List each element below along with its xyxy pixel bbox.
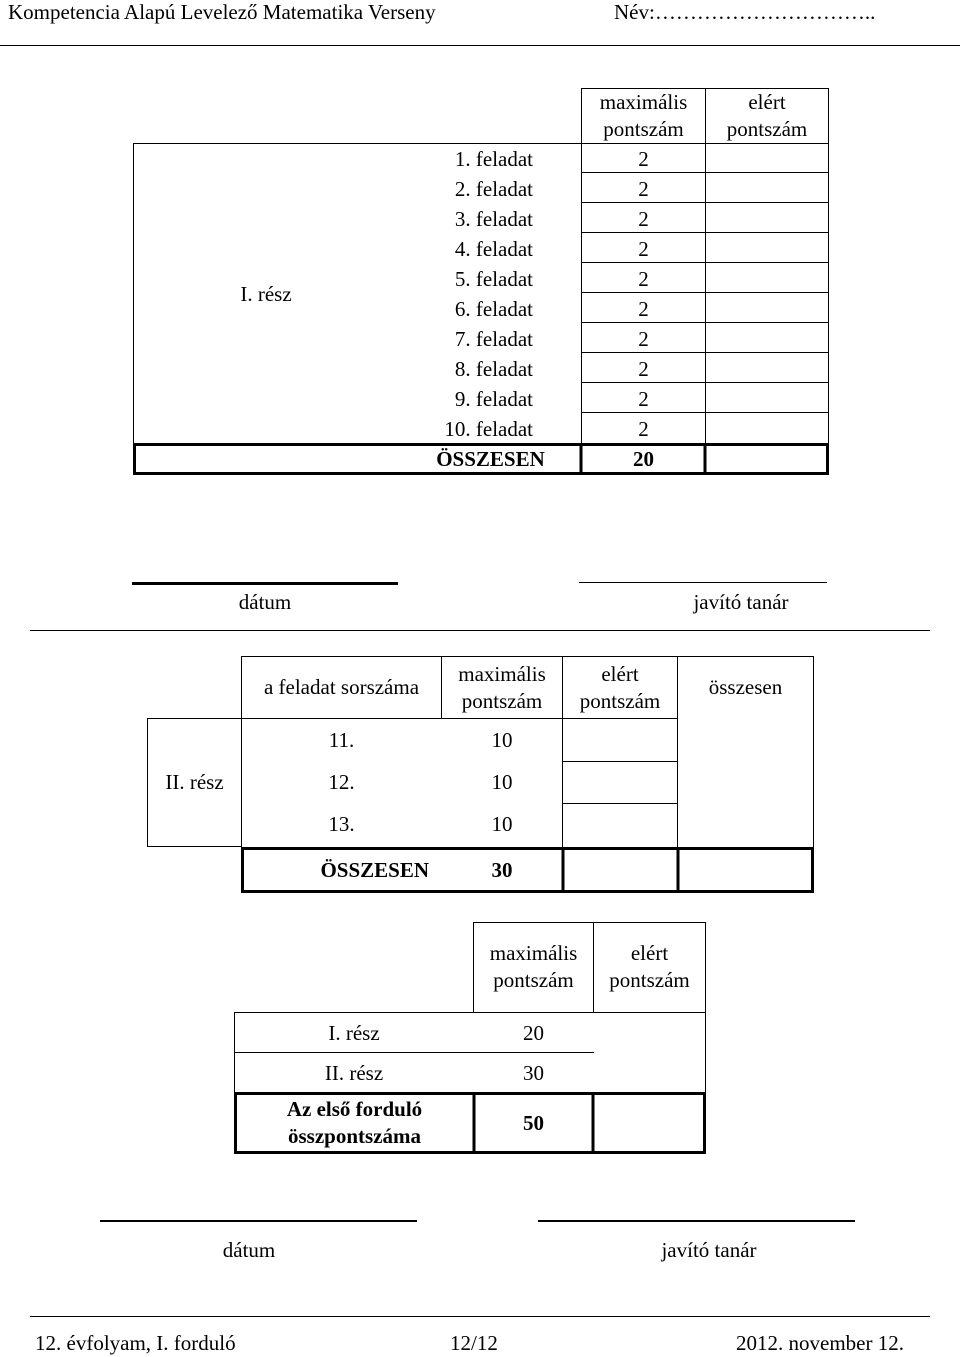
part1-task-max: 2: [638, 266, 649, 291]
date-label: dátum: [238, 589, 292, 614]
summary-col-max-line2: pontszám: [493, 968, 574, 992]
part2-col-got-line2: pontszám: [579, 688, 661, 713]
part2-task-max: 10: [491, 811, 513, 836]
summary-col-got-line2: pontszám: [609, 968, 690, 992]
teacher-signature-line: [579, 582, 827, 583]
part1-total-label: ÖSSZESEN: [436, 446, 545, 471]
part1-col-max: [582, 88, 705, 144]
summary-final-label: [237, 1095, 472, 1151]
teacher-label: javító tanár: [693, 589, 789, 614]
summary-final-label-line2: összpontszáma: [287, 1124, 421, 1148]
part1-task-max: 2: [638, 356, 649, 381]
part2-col-max-line2: pontszám: [461, 688, 543, 713]
date-signature-line: [132, 582, 398, 585]
part1-task-label: 1. feladat: [454, 146, 533, 171]
teacher-signature-line: [538, 1220, 855, 1222]
part1-task-label: 7. feladat: [454, 326, 533, 351]
part1-task-max: 2: [638, 296, 649, 321]
footer-page-number: 12/12: [450, 1331, 498, 1355]
name-field-label: Név:…………………………..: [614, 0, 876, 24]
part1-task-max: 2: [638, 206, 649, 231]
part2-task-max: 10: [491, 727, 513, 752]
part1-col-got-line1: elért: [748, 90, 786, 114]
summary-final-max: 50: [523, 1110, 544, 1135]
part1-task-label: 8. feladat: [454, 356, 533, 381]
part1-task-max: 2: [638, 326, 649, 351]
part2-col-sum: összesen: [708, 675, 783, 699]
summary-col-max-line1: maximális: [489, 941, 578, 965]
header-title: Kompetencia Alapú Levelező Matematika Verseny: [8, 0, 436, 24]
part2-total-label: ÖSSZESEN: [320, 857, 429, 882]
footer-rule: [30, 1316, 930, 1317]
summary-row-max: 30: [523, 1060, 544, 1085]
part1-task-max: 2: [638, 176, 649, 201]
part1-col-got-line2: pontszám: [726, 117, 808, 141]
part1-label: I. rész: [240, 281, 292, 306]
part2-col-max: [442, 657, 562, 718]
part1-task-label: 5. feladat: [454, 266, 533, 291]
part2-label: II. rész: [165, 770, 224, 794]
footer-grade: 12. évfolyam, I. forduló: [35, 1331, 236, 1355]
section-divider: [30, 630, 930, 631]
part1-task-max: 2: [638, 146, 649, 171]
part1-task-max: 2: [638, 236, 649, 261]
part2-col-got: [563, 657, 677, 718]
part1-col-max-line1: maximális: [599, 90, 688, 114]
part1-task-label: 3. feladat: [454, 206, 533, 231]
part1-task-label: 2. feladat: [454, 176, 533, 201]
part1-task-label: 10. feladat: [444, 416, 533, 441]
part2-col-got-line1: elért: [601, 661, 639, 686]
part2-total-max: 30: [491, 857, 513, 882]
teacher-label: javító tanár: [661, 1237, 757, 1262]
part2-task-max: 10: [491, 769, 513, 794]
summary-col-got: [594, 922, 705, 1012]
part2-task-number: 12.: [328, 769, 355, 794]
part1-task-label: 9. feladat: [454, 386, 533, 411]
part1-task-max: 2: [638, 386, 649, 411]
part2-col-task: a feladat sorszáma: [263, 675, 420, 699]
summary-final-label-line1: Az első forduló: [286, 1097, 423, 1121]
part2-col-max-line1: maximális: [458, 661, 546, 686]
summary-col-got-line1: elért: [630, 941, 669, 965]
summary-row-label: II. rész: [324, 1060, 384, 1085]
part2-task-number: 11.: [328, 727, 355, 752]
part1-task-label: 6. feladat: [454, 296, 533, 321]
summary-col-max: [474, 922, 593, 1012]
part1-col-max-line2: pontszám: [603, 117, 684, 141]
part1-task-label: 4. feladat: [454, 236, 533, 261]
date-signature-line: [100, 1220, 417, 1222]
part1-col-got: [706, 88, 828, 144]
footer-date: 2012. november 12.: [736, 1331, 904, 1355]
summary-row-label: I. rész: [328, 1020, 380, 1045]
part2-task-number: 13.: [328, 811, 355, 836]
summary-row-max: 20: [523, 1020, 544, 1045]
part1-task-max: 2: [638, 416, 649, 441]
date-label: dátum: [222, 1237, 276, 1262]
part1-total-max: 20: [633, 446, 654, 471]
